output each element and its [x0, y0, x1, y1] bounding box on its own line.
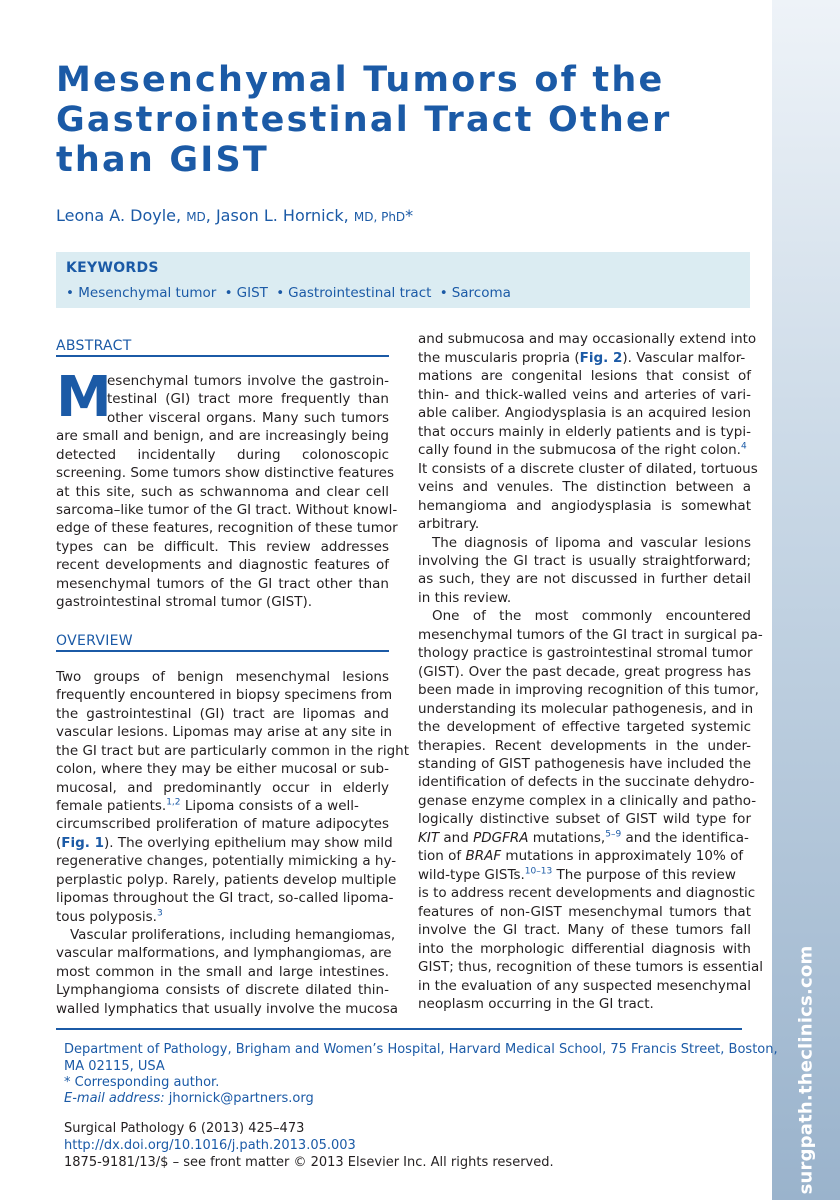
text-line: It consists of a discrete cluster of dilated, tortuous [418, 461, 758, 477]
author-name: Leona A. Doyle, [56, 206, 182, 225]
text-line: esenchymal tumors involve the gastroin- [107, 373, 389, 389]
text-fragment: and the identifica- [621, 830, 749, 846]
gene-name: PDGFRA [473, 830, 529, 846]
bullet-icon: • [224, 285, 233, 301]
text-line [418, 866, 751, 884]
keyword: Gastrointestinal tract [288, 285, 432, 301]
text-line: genase enzyme complex in a clinically and patho- [418, 793, 757, 809]
text-line: colon, where they may be either mucosal or sub- [56, 761, 389, 777]
text-line: vascular lesions. Lipomas may arise at any site in [56, 724, 393, 740]
email-link[interactable]: jhornick@partners.org [168, 1091, 314, 1106]
text-line: mucosal, and predominantly occur in elderly [56, 780, 389, 796]
text-line: GIST; thus, recognition of these tumors is essential [418, 959, 763, 975]
text-line: are small and benign, and are increasingly being [56, 428, 389, 444]
corresponding-star: * [405, 206, 414, 225]
citation-ref[interactable]: 5–9 [605, 829, 622, 840]
section-rule [56, 355, 389, 357]
text-fragment: wild-type GISTs. [418, 867, 525, 883]
text-line: The diagnosis of lipoma and vascular lesions [432, 535, 751, 551]
text-line [418, 349, 751, 367]
text-line: logically distinctive subset of GIST wild type for [418, 811, 751, 827]
email-line [64, 1090, 314, 1107]
text-line: circumscribed proliferation of mature adipocytes [56, 816, 389, 832]
affiliation-line: MA 02115, USA [64, 1059, 165, 1074]
figure-link[interactable]: Fig. 1 [61, 835, 105, 851]
text-line: understanding its molecular pathogenesis, and in [418, 701, 754, 717]
text-line: into the morphologic differential diagnosis with [418, 941, 751, 957]
author-list [56, 206, 413, 225]
text-fragment: cally found in the submucosa of the right colon. [418, 442, 741, 458]
journal-citation: Surgical Pathology 6 (2013) 425–473 [64, 1121, 305, 1136]
text-fragment: ). The overlying epithelium may show mild [104, 835, 393, 851]
affiliation-line: Department of Pathology, Brigham and Women’s Hospital, Harvard Medical School, 75 Francis Street, Boston, [64, 1042, 778, 1057]
text-fragment: ). Vascular malfor- [622, 350, 746, 366]
text-line: and submucosa and may occasionally extend into [418, 331, 757, 347]
text-line: as such, they are not discussed in further detail [418, 571, 751, 587]
footer-rule [56, 1028, 742, 1030]
text-line: involve the GI tract. Many of these tumors fall [418, 922, 751, 938]
text-fragment: the muscularis propria ( [418, 350, 580, 366]
text-line: screening. Some tumors show distinctive features [56, 465, 395, 481]
keywords-box [56, 252, 750, 308]
title-line: Gastrointestinal Tract Other [56, 100, 672, 140]
text-line: types can be difficult. This review addresses [56, 539, 389, 555]
text-line: mesenchymal tumors of the GI tract other than [56, 576, 389, 592]
text-fragment: mutations in approximately 10% of [501, 848, 744, 864]
text-line: (GIST). Over the past decade, great progress has [418, 664, 751, 680]
copyright-line: 1875-9181/13/$ – see front matter © 2013 Elsevier Inc. All rights reserved. [64, 1155, 554, 1170]
text-line: able caliber. Angiodysplasia is an acquired lesion [418, 405, 751, 421]
text-line: therapies. Recent developments in the under- [418, 738, 751, 754]
section-rule [56, 650, 389, 652]
text-line: recent developments and diagnostic features of [56, 557, 389, 573]
text-line: Vascular proliferations, including hemangiomas, [70, 927, 396, 943]
author-degree: MD, PhD [353, 210, 406, 224]
text-line: detected incidentally during colonoscopic [56, 447, 389, 463]
citation-ref[interactable]: 3 [156, 908, 163, 919]
gene-name: BRAF [465, 848, 502, 864]
text-line: in this review. [418, 590, 512, 606]
text-line: gastrointestinal stromal tumor (GIST). [56, 594, 313, 610]
text-line: (Fig. 1). The overlying epithelium may show mild [56, 835, 393, 851]
text-line [418, 829, 751, 847]
text-line: mations are congenital lesions that consist of [418, 368, 751, 384]
figure-link[interactable]: Fig. 2 [579, 350, 623, 366]
corresponding-note: * Corresponding author. [64, 1075, 220, 1090]
text-line: mesenchymal tumors of the GI tract in surgical pa- [418, 627, 763, 643]
text-line: lipomas throughout the GI tract, so-called lipoma- [56, 890, 394, 906]
keyword: Sarcoma [451, 285, 511, 301]
text-line: the gastrointestinal (GI) tract are lipomas and [56, 706, 389, 722]
text-line: edge of these features, recognition of these tumor [56, 520, 398, 536]
text-line: arbitrary. [418, 516, 480, 532]
text-line: Lymphangioma consists of discrete dilated thin- [56, 982, 389, 998]
text-line: neoplasm occurring in the GI tract. [418, 996, 654, 1012]
title-line: than GIST [56, 140, 270, 180]
journal-url: surgpath.theclinics.com [795, 945, 817, 1195]
drop-cap: M [56, 365, 112, 430]
text-line: identification of defects in the succinate dehydro- [418, 774, 755, 790]
text-line: hemangioma and angiodysplasia is somewhat [418, 498, 751, 514]
text-line: at this site, such as schwannoma and clear cell [56, 484, 389, 500]
text-line [56, 908, 389, 926]
text-line: involving the GI tract is usually straightforward; [418, 553, 751, 569]
author-degree: MD [186, 210, 206, 224]
text-line: vascular malformations, and lymphangiomas, are [56, 945, 392, 961]
text-line: been made in improving recognition of this tumor, [418, 682, 759, 698]
keyword: GIST [236, 285, 268, 301]
keyword-list [66, 285, 511, 301]
text-line: Two groups of benign mesenchymal lesions [56, 669, 389, 685]
text-line: standing of GIST pathogenesis have included the [418, 756, 751, 772]
text-line: walled lymphatics that usually involve the mucosa [56, 1001, 399, 1017]
text-line: the GI tract but are particularly common in the right [56, 743, 410, 759]
gene-name: KIT [418, 830, 440, 846]
text-line: testinal (GI) tract more frequently than [107, 391, 389, 407]
keywords-heading: KEYWORDS [66, 260, 159, 276]
text-line [56, 797, 389, 815]
text-line: in the evaluation of any suspected mesenchymal [418, 978, 751, 994]
text-fragment: tion of [418, 848, 466, 864]
text-line [418, 847, 751, 865]
text-line: sarcoma–like tumor of the GI tract. Without knowl- [56, 502, 398, 518]
title-line: Mesenchymal Tumors of the [56, 60, 665, 100]
citation-ref[interactable]: 1,2 [166, 797, 181, 808]
bullet-icon: • [439, 285, 448, 301]
bullet-icon: • [276, 285, 285, 301]
text-line: veins and venules. The distinction between a [418, 479, 751, 495]
overview-heading: OVERVIEW [56, 633, 133, 649]
text-fragment: tous polyposis. [56, 909, 157, 925]
text-line: perplastic polyp. Rarely, patients develop multiple [56, 872, 397, 888]
text-line: features of non-GIST mesenchymal tumors that [418, 904, 751, 920]
author-name: , Jason L. Hornick, [205, 206, 349, 225]
abstract-heading: ABSTRACT [56, 338, 132, 354]
text-line: that occurs mainly in elderly patients and is typi- [418, 424, 751, 440]
citation-ref[interactable]: 10–13 [524, 866, 553, 877]
email-label: E-mail address: [64, 1091, 165, 1106]
text-line [418, 441, 751, 459]
text-line: other visceral organs. Many such tumors [107, 410, 389, 426]
citation-ref[interactable]: 4 [740, 441, 747, 452]
article-title [56, 60, 756, 180]
text-line: most common in the small and large intestines. [56, 964, 389, 980]
bullet-icon: • [66, 285, 74, 301]
text-fragment: female patients. [56, 798, 167, 814]
text-fragment: and [439, 830, 474, 846]
keyword: Mesenchymal tumor [78, 285, 217, 301]
text-line: regenerative changes, potentially mimicking a hy- [56, 853, 397, 869]
text-line: frequently encountered in biopsy specimens from [56, 687, 393, 703]
doi-link[interactable]: http://dx.doi.org/10.1016/j.path.2013.05.003 [64, 1138, 356, 1153]
text-fragment: mutations, [528, 830, 606, 846]
text-fragment: Lipoma consists of a well- [180, 798, 359, 814]
text-fragment: The purpose of this review [552, 867, 736, 883]
text-line: is to address recent developments and diagnostic [418, 885, 756, 901]
text-line: thology practice is gastrointestinal stromal tumor [418, 645, 753, 661]
text-line: One of the most commonly encountered [432, 608, 751, 624]
text-line: thin- and thick-walled veins and arteries of vari- [418, 387, 751, 403]
text-line: the development of effective targeted systemic [418, 719, 751, 735]
